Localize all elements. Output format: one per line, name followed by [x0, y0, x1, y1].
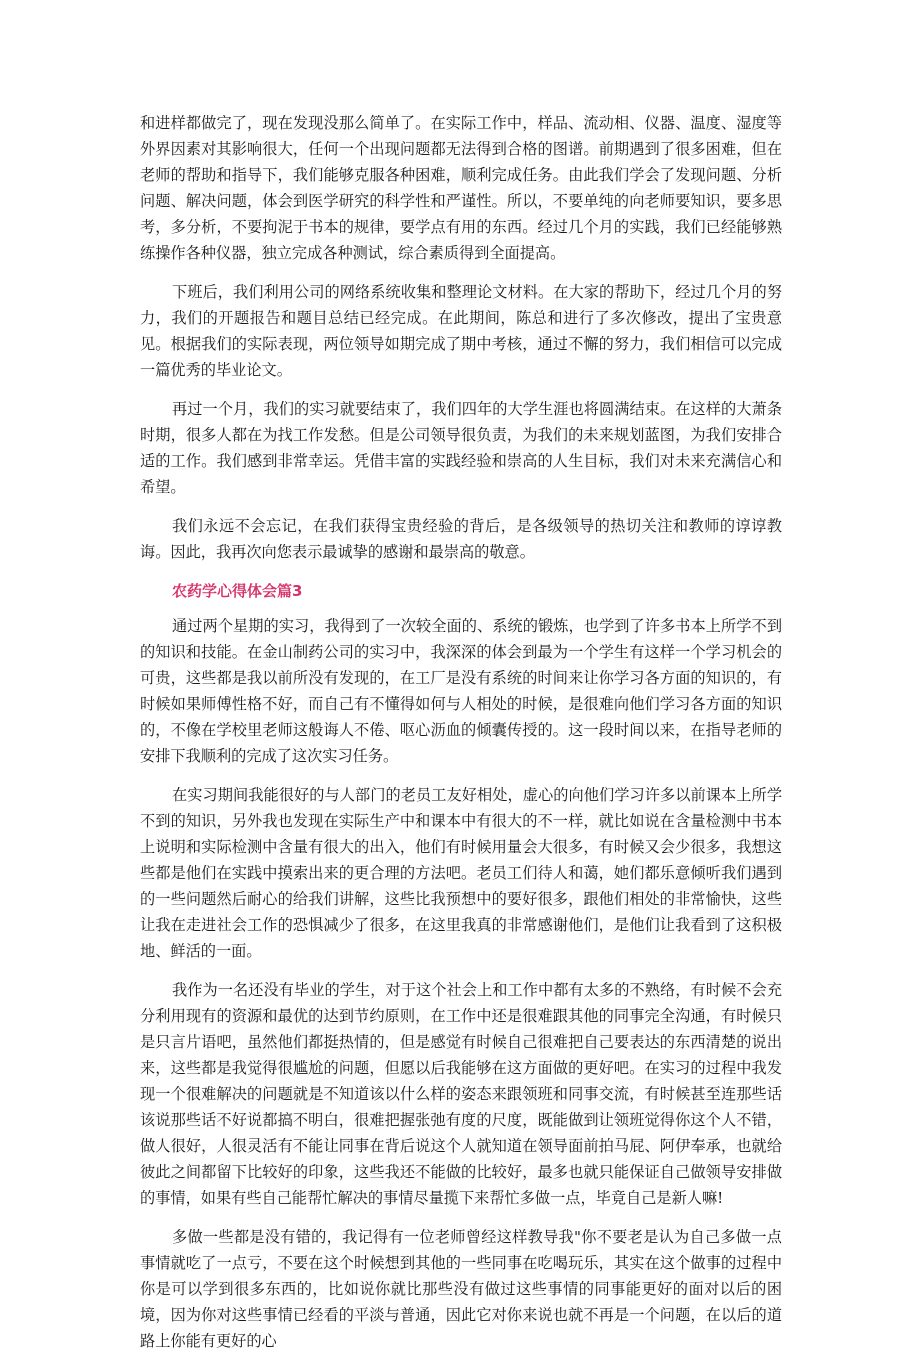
body-paragraph: 我作为一名还没有毕业的学生，对于这个社会上和工作中都有太多的不熟络，有时候不会充分利用现有的资源和最优的达到节约原则，在工作中还是很难跟其他的同事完全沟通，有时候只是只言片语吧，虽然他们都挺热情的，但是感觉有时候自己很难把自己要表达的东西清楚的说出来，这些都是我觉得很尴尬的问题，但愿以后我能够在这方面做的更好吧。在实习的过程中我发现一个很难解决的问题就是不知道该以什么样的姿态来跟领班和同事交流，有时候甚至连那些话该说那些话不好说都搞不明白，很难把握张弛有度的尺度，既能做到让领班觉得你这个人不错，做人很好，人很灵活有不能让同事在背后说这个人就知道在领导面前拍马屁、阿伊奉承，也就给彼此之间都留下比较好的印象，这些我还不能做的比较好，最多也就只能保证自己做领导安排做的事情，如果有些自己能帮忙解决的事情尽量揽下来帮忙多做一点，毕竟自己是新人嘛!	[140, 981, 782, 1207]
body-paragraph: 和进样都做完了，现在发现没那么简单了。在实际工作中，样品、流动相、仪器、温度、湿度等外界因素对其影响很大，任何一个出现问题都无法得到合格的图谱。前期遇到了很多困难，但在老师的帮助和指导下，我们能够克服各种困难，顺利完成任务。由此我们学会了发现问题、分析问题、解决问题，体会到医学研究的科学性和严谨性。所以，不要单纯的向老师要知识，要多思考，多分析，不要拘泥于书本的规律，要学点有用的东西。经过几个月的实践，我们已经能够熟练操作各种仪器，独立完成各种测试，综合素质得到全面提高。	[140, 114, 782, 262]
body-paragraph: 我们永远不会忘记，在我们获得宝贵经验的背后，是各级领导的热切关注和教师的谆谆教诲。因此，我再次向您表示最诚挚的感谢和最崇高的敬意。	[140, 517, 782, 561]
body-paragraph: 通过两个星期的实习，我得到了一次较全面的、系统的锻炼，也学到了许多书本上所学不到的知识和技能。在金山制药公司的实习中，我深深的体会到最为一个学生有这样一个学习机会的可贵，这些都是我以前所没有发现的，在工厂是没有系统的时间来让你学习各方面的知识的，有时候如果师傅性格不好，而自己有不懂得如何与人相处的时候，是很难向他们学习各方面的知识的，不像在学校里老师这般诲人不倦、呕心沥血的倾囊传授的。这一段时间以来，在指导老师的安排下我顺利的完成了这次实习任务。	[140, 617, 782, 765]
body-paragraph: 下班后，我们利用公司的网络系统收集和整理论文材料。在大家的帮助下，经过几个月的努力，我们的开题报告和题目总结已经完成。在此期间，陈总和进行了多次修改，提出了宝贵意见。根据我们的实际表现，两位领导如期完成了期中考核，通过不懈的努力，我们相信可以完成一篇优秀的毕业论文。	[140, 283, 782, 379]
body-paragraph: 多做一些都是没有错的，我记得有一位老师曾经这样教导我"你不要老是认为自己多做一点事情就吃了一点亏，不要在这个时候想到其他的一些同事在吃喝玩乐，其实在这个做事的过程中你是可以学到很多东西的，比如说你就比那些没有做过这些事情的同事能更好的面对以后的困境，因为你对这些事情已经看的平淡与普通，因此它对你来说也就不再是一个问题，在以后的道路上你能有更好的心	[140, 1228, 782, 1350]
document-page	[140, 110, 782, 1367]
body-paragraph: 再过一个月，我们的实习就要结束了，我们四年的大学生涯也将圆满结束。在这样的大萧条时期，很多人都在为找工作发愁。但是公司领导很负责，为我们的未来规划蓝图，为我们安排合适的工作。我们感到非常幸运。凭借丰富的实践经验和崇高的人生目标，我们对未来充满信心和希望。	[140, 400, 782, 496]
section-heading: 农药学心得体会篇3	[172, 582, 303, 600]
body-paragraph: 在实习期间我能很好的与人部门的老员工友好相处，虚心的向他们学习许多以前课本上所学不到的知识，另外我也发现在实际生产中和课本中有很大的不一样，就比如说在含量检测中书本上说明和实际检测中含量有很大的出入，他们有时候用量会大很多，有时候又会少很多，我想这些都是他们在实践中摸索出来的更合理的方法吧。老员工们待人和蔼，她们都乐意倾听我们遇到的一些问题然后耐心的给我们讲解，这些比我预想中的要好很多，跟他们相处的非常愉快，这些让我在走进社会工作的恐惧减少了很多，在这里我真的非常感谢他们，是他们让我看到了这积极地、鲜活的一面。	[140, 786, 782, 960]
